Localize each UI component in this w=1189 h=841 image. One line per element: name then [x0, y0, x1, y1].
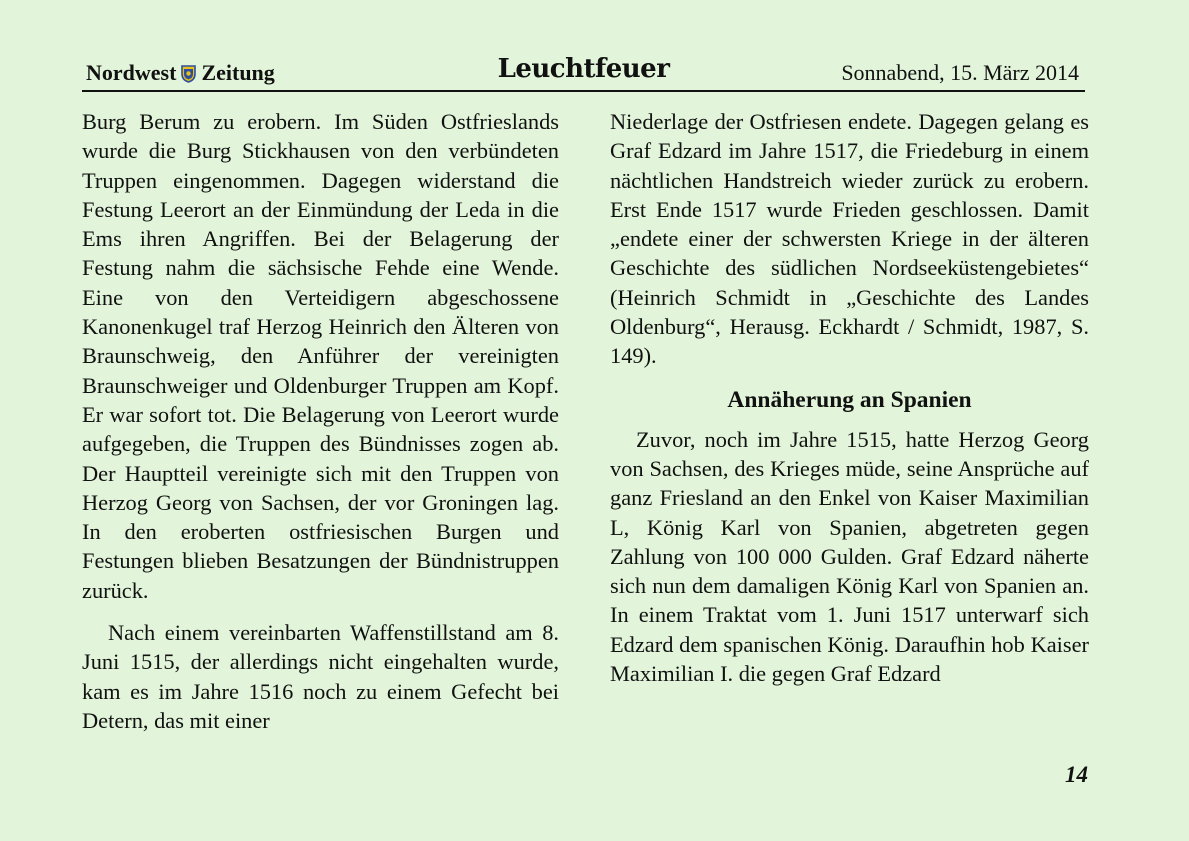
brand-name-right: Zeitung	[201, 60, 275, 85]
right-paragraph-1: Niederlage der Ostfriesen endete. Dagegen gelang es Graf Edzard im Jahre 1517, die Friedeburg in einem nächtlichen Handstreich wieder zurück zu erobern. Erst Ende 1517 wurde Frieden geschlossen. Damit „endete einer der schwersten Kriege in der älteren Geschichte des südlichen Nordseeküstengebietes“ (Heinrich Schmidt in „Geschichte des Landes Oldenburg“, Herausg. Eckhardt / Schmidt, 1987, S. 149).	[610, 109, 1089, 369]
left-column	[82, 107, 559, 735]
left-paragraph-2: Nach einem vereinbarten Waffenstillstand am 8. Juni 1515, der allerdings nicht eingehalten wurde, kam es im Jahre 1516 noch zu einem Gefecht bei Detern, das mit einer	[82, 620, 559, 733]
right-paragraph-2: Zuvor, noch im Jahre 1515, hatte Herzog Georg von Sachsen, des Krieges müde, seine Ansprüche auf ganz Friesland an den Enkel von Kaiser Maximilian L, König Karl von Spanien, abgetreten gegen Zahlung von 100 000 Gulden. Graf Edzard näherte sich nun dem damaligen König Karl von Spanien an. In einem Traktat vom 1. Juni 1517 unterwarf sich Edzard dem spanischen König. Daraufhin hob Kaiser Maximilian I. die gegen Graf Edzard	[610, 426, 1089, 687]
masthead	[82, 54, 1085, 92]
left-paragraph-1: Burg Berum zu erobern. Im Süden Ostfrieslands wurde die Burg Stickhausen von den verbündeten Truppen eingenommen. Dagegen widerstand die Festung Leerort an der Einmündung der Leda in die Ems ihren Angriffen. Bei der Belagerung der Festung nahm die sächsische Fehde eine Wende. Eine von den Verteidigern abgeschossene Kanonenkugel traf Herzog Heinrich den Älteren von Braunschweig, den Anführer der vereinigten Braunschweiger und Oldenburger Truppen am Kopf. Er war sofort tot. Die Belagerung von Leerort wurde aufgegeben, die Truppen des Bündnisses zogen ab. Der Hauptteil vereinigte sich mit den Truppen von Herzog Georg von Sachsen, der vor Groningen lag. In den eroberten ostfriesischen Burgen und Festungen blieben Besatzungen der Bündnistruppen zurück.	[82, 109, 559, 603]
section-subheading: Annäherung an Spanien	[727, 386, 972, 413]
page-number: 14	[1065, 762, 1088, 787]
section-title: Leuchtfeuer	[497, 54, 670, 84]
right-column	[610, 107, 1089, 688]
issue-date: Sonnabend, 15. März 2014	[841, 60, 1079, 85]
brand-name-left: Nordwest	[86, 60, 177, 85]
